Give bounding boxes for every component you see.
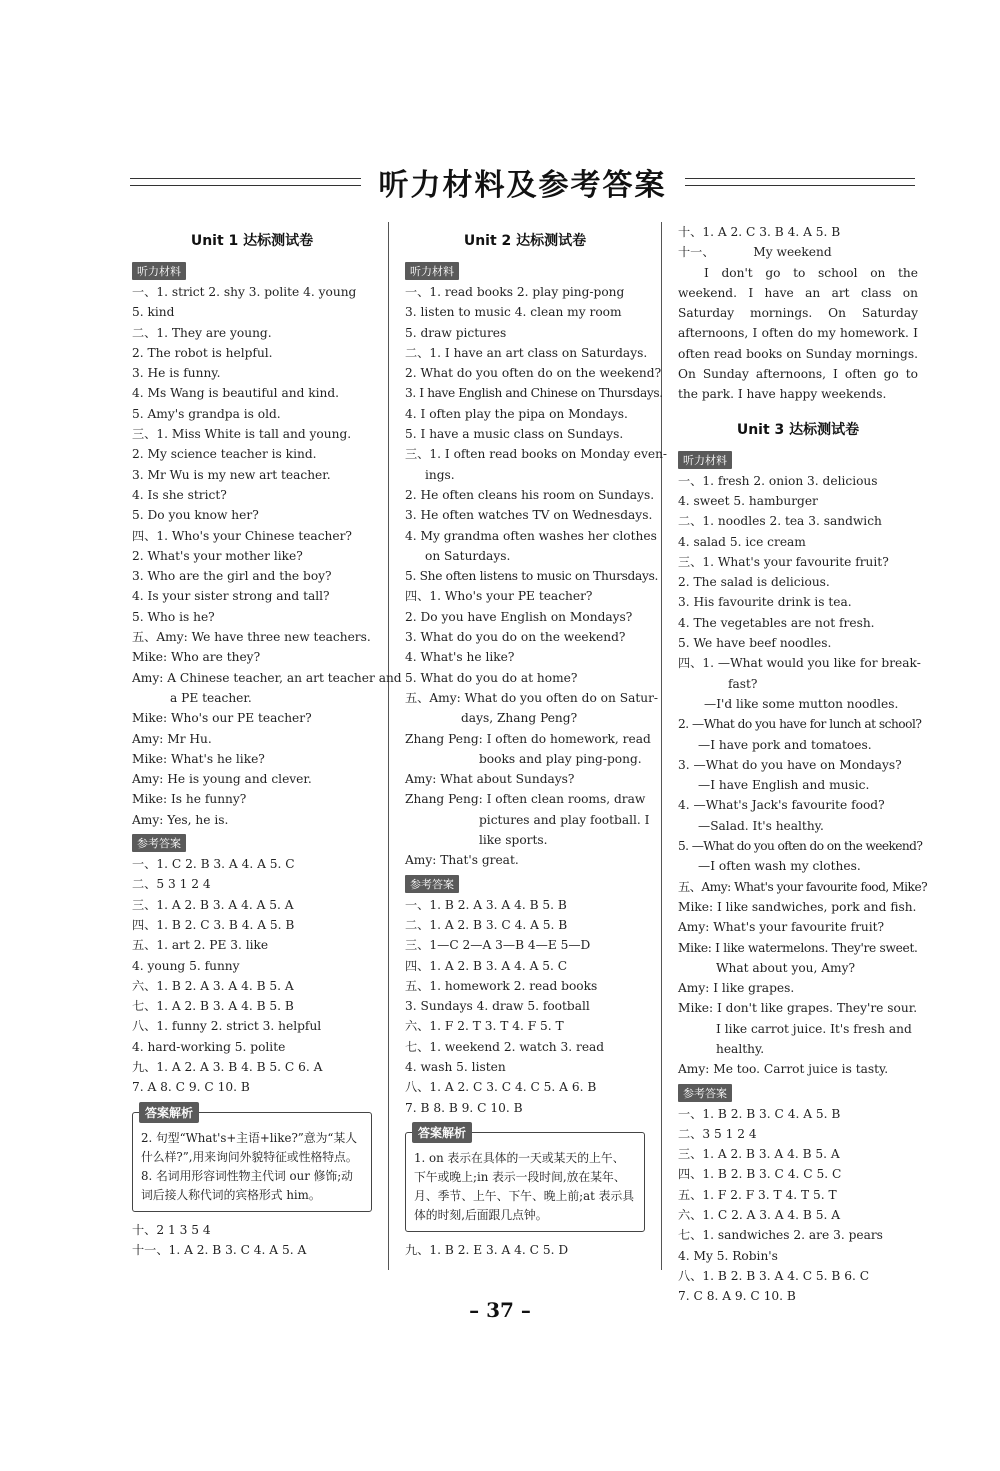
text-line: Zhang Peng: I often clean rooms, draw [405, 792, 646, 807]
answer-line: 3. Sundays 4. draw 5. football [405, 999, 590, 1014]
unit1-answers [132, 854, 372, 1098]
answers-tag: 参考答案 [678, 1084, 732, 1102]
unit3-answers [678, 1104, 918, 1307]
unit2-answers [405, 895, 645, 1118]
unit1-listening [132, 282, 402, 830]
answer-line: 九、1. B 2. E 3. A 4. C 5. D [405, 1242, 569, 1257]
answer-line: 九、1. A 2. A 3. B 4. B 5. C 6. A [132, 1059, 323, 1074]
answer-line: 四、1. A 2. B 3. A 4. A 5. C [405, 958, 568, 973]
text-line: —I'd like some mutton noodles. [704, 696, 899, 711]
title-rule-left [130, 178, 361, 186]
text-line: 5. draw pictures [405, 325, 507, 340]
text-line: 2. What's your mother like? [132, 548, 303, 563]
text-line: 4. Is she strict? [132, 487, 227, 502]
text-line: Amy: That's great. [405, 853, 519, 868]
text-line: pictures and play football. I [479, 812, 650, 827]
unit2-title: Unit 2 达标测试卷 [463, 233, 587, 249]
text-line: Amy: A Chinese teacher, an art teacher and [132, 670, 402, 685]
analysis-box [132, 1105, 372, 1212]
text-line: 4. sweet 5. hamburger [678, 493, 818, 508]
answer-line: 八、1. B 2. B 3. A 4. C 5. B 6. C [678, 1268, 870, 1283]
text-line: 3. —What do you have on Mondays? [678, 757, 902, 772]
text-line: Amy: What's your favourite fruit? [678, 920, 885, 935]
answer-line: 7. C 8. A 9. C 10. B [678, 1289, 796, 1304]
answer-line: 六、1. B 2. A 3. A 4. B 5. A [132, 978, 294, 993]
page-number: – 37 – [469, 1298, 531, 1322]
text-line: 5. —What do you often do on the weekend? [678, 839, 923, 854]
text-line: 5. Amy's grandpa is old. [132, 406, 281, 421]
answer-line: 一、1. B 2. A 3. A 4. B 5. B [405, 897, 567, 912]
text-line: 二、1. I have an art class on Saturdays. [405, 345, 648, 360]
answer-line: 二、3 5 1 2 4 [678, 1126, 757, 1141]
analysis-tag: 答案解析 [139, 1102, 199, 1123]
text-line: Amy: He is young and clever. [132, 772, 312, 787]
text-line: healthy. [716, 1041, 765, 1056]
listening-tag: 听力材料 [405, 262, 459, 280]
answer-line: 4. hard-working 5. polite [132, 1039, 286, 1054]
text-line: 2. The salad is delicious. [678, 575, 830, 590]
essay-paragraph: I don't go to school on the weekend. I have an art class on Saturday mornings. On Saturday afternoons, I often do my homework. I often read books on Sunday mornings. On Sunday afternoons, I often go to the park. I have happy weekends. [678, 265, 918, 402]
text-line: ings. [425, 467, 455, 482]
text-line: 三、1. Miss White is tall and young. [132, 427, 352, 442]
text-line: 5. We have beef noodles. [678, 636, 832, 651]
text-line: 二、1. noodles 2. tea 3. sandwich [678, 514, 882, 529]
essay-heading: 十一、 My weekend [678, 245, 832, 260]
answer-line: 4. My 5. Robin's [678, 1248, 778, 1263]
text-line: Amy: Me too. Carrot juice is tasty. [678, 1062, 889, 1077]
analysis-item: 2. 句型“What's+主语+like?”意为“某人什么样?”,用来询问外貌特征或性格特点。 [141, 1130, 358, 1164]
page-title: 听力材料及参考答案 [378, 168, 667, 203]
text-line: 2. —What do you have for lunch at school? [678, 717, 922, 732]
text-line: I like carrot juice. It's fresh and [716, 1021, 912, 1036]
text-line: on Saturdays. [425, 548, 511, 563]
analysis-item: 8. 名词用形容词性物主代词 our 修饰;动词后接人称代词的宾格形式 him。 [141, 1168, 353, 1202]
answer-line: 六、1. F 2. T 3. T 4. F 5. T [405, 1019, 564, 1034]
text-line: 五、Amy: What's your favourite food, Mike? [678, 879, 928, 894]
text-line: 三、1. What's your favourite fruit? [678, 554, 889, 569]
answer-line: 十、2 1 3 5 4 [132, 1222, 211, 1237]
unit3-title: Unit 3 达标测试卷 [736, 421, 860, 438]
answer-line: 四、1. B 2. B 3. C 4. C 5. C [678, 1167, 842, 1182]
text-line: 3. He is funny. [132, 366, 221, 381]
text-line: 2. He often cleans his room on Sundays. [405, 487, 655, 502]
text-line: 4. —What's Jack's favourite food? [678, 798, 885, 813]
answer-line: 五、1. homework 2. read books [405, 978, 598, 993]
text-line: —I have pork and tomatoes. [698, 737, 872, 752]
unit1-title: Unit 1 达标测试卷 [190, 233, 314, 249]
text-line: 5. Do you know her? [132, 508, 259, 523]
analysis-item: 1. on 表示在具体的一天或某天的上午、下午或晚上;in 表示一段时间,放在某年、月、季节、上午、下午、晚上前;at 表示具体的时刻,后面跟几点钟。 [414, 1150, 635, 1222]
text-line: 五、Amy: We have three new teachers. [132, 630, 371, 645]
answer-line: 五、1. F 2. F 3. T 4. T 5. T [678, 1187, 837, 1202]
text-line: 3. Who are the girl and the boy? [132, 569, 332, 584]
text-line: 一、1. strict 2. shy 3. polite 4. young [132, 285, 357, 299]
text-line: Mike: What's he like? [132, 751, 265, 766]
text-line: 四、1. Who's your Chinese teacher? [132, 528, 352, 543]
text-line: Amy: I like grapes. [678, 981, 795, 996]
text-line: 4. What's he like? [405, 650, 515, 665]
analysis-box [405, 1125, 645, 1232]
answer-line: 五、1. art 2. PE 3. like [132, 938, 269, 953]
text-line: 4. Is your sister strong and tall? [132, 589, 330, 604]
answer-line: 二、5 3 1 2 4 [132, 877, 211, 892]
answer-line: 一、1. C 2. B 3. A 4. A 5. C [132, 857, 295, 872]
answer-line: 二、1. A 2. B 3. C 4. A 5. B [405, 917, 568, 932]
answer-line: 三、1—C 2—A 3—B 4—E 5—D [405, 938, 591, 953]
text-line: Mike: I don't like grapes. They're sour. [678, 1001, 918, 1016]
text-line: 5. I have a music class on Sundays. [405, 427, 624, 442]
text-line: 4. My grandma often washes her clothes [405, 528, 657, 543]
text-line: Mike: Who are they? [132, 650, 261, 665]
text-line: 3. What do you do on the weekend? [405, 630, 626, 645]
answer-line: 六、1. C 2. A 3. A 4. B 5. A [678, 1208, 841, 1223]
answers-tag: 参考答案 [132, 834, 186, 852]
answer-line: 7. A 8. C 9. C 10. B [132, 1080, 250, 1095]
text-line: 3. listen to music 4. clean my room [405, 305, 622, 320]
column-divider [388, 222, 389, 1270]
text-line: Mike: I like sandwiches, pork and fish. [678, 899, 917, 914]
text-line: 5. Who is he? [132, 609, 215, 624]
title-rule-right [685, 178, 916, 186]
answer-line: 八、1. A 2. C 3. C 4. C 5. A 6. B [405, 1080, 597, 1095]
answer-line: 七、1. sandwiches 2. are 3. pears [678, 1228, 883, 1243]
answer-line: 十一、1. A 2. B 3. C 4. A 5. A [132, 1242, 307, 1257]
listening-tag: 听力材料 [678, 451, 732, 469]
text-line: Zhang Peng: I often do homework, read [405, 731, 651, 746]
text-line: 4. salad 5. ice cream [678, 534, 806, 549]
analysis-tag: 答案解析 [412, 1122, 472, 1143]
text-line: 3. His favourite drink is tea. [678, 595, 852, 610]
text-line: 一、1. read books 2. play ping-pong [405, 285, 625, 299]
answers-tag: 参考答案 [405, 875, 459, 893]
text-line: 二、1. They are young. [132, 325, 272, 340]
text-line: a PE teacher. [170, 690, 252, 705]
answer-line: 一、1. B 2. B 3. C 4. A 5. B [678, 1106, 841, 1121]
text-line: 2. Do you have English on Mondays? [405, 609, 633, 624]
answer-line: 三、1. A 2. B 3. A 4. A 5. A [132, 897, 294, 912]
answer-line: 4. young 5. funny [132, 958, 240, 973]
text-line: Amy: What about Sundays? [405, 772, 575, 787]
text-line: books and play ping-pong. [479, 751, 642, 766]
answer-line: 八、1. funny 2. strict 3. helpful [132, 1019, 322, 1034]
text-line: 2. The robot is helpful. [132, 345, 273, 360]
column-unit2 [405, 222, 668, 1260]
text-line: —I often wash my clothes. [698, 859, 861, 874]
text-line: fast? [728, 676, 758, 691]
text-line: 3. Mr Wu is my new art teacher. [132, 467, 331, 482]
text-line: Mike: Is he funny? [132, 792, 247, 807]
answer-line: 7. B 8. B 9. C 10. B [405, 1100, 523, 1115]
answer-line: 4. wash 5. listen [405, 1059, 506, 1074]
answer-line: 七、1. weekend 2. watch 3. read [405, 1039, 605, 1054]
answer-line: 七、1. A 2. B 3. A 4. B 5. B [132, 999, 294, 1014]
listening-tag: 听力材料 [132, 262, 186, 280]
text-line: 一、1. fresh 2. onion 3. delicious [678, 473, 878, 488]
text-line: 5. She often listens to music on Thursdays. [405, 569, 659, 584]
text-line: 2. What do you often do on the weekend? [405, 366, 662, 381]
text-line: What about you, Amy? [716, 960, 856, 975]
text-line: Mike: I like watermelons. They're sweet. [678, 940, 918, 955]
text-line: 4. The vegetables are not fresh. [678, 615, 875, 630]
text-line: 4. Ms Wang is beautiful and kind. [132, 386, 340, 401]
unit2-listening [405, 282, 668, 871]
text-line: 5. kind [132, 305, 175, 320]
text-line: days, Zhang Peng? [461, 711, 578, 726]
unit3-listening [678, 471, 928, 1080]
text-line: 四、1. Who's your PE teacher? [405, 589, 593, 604]
title-row [130, 160, 915, 204]
text-line: 5. What do you do at home? [405, 670, 578, 685]
answer-line: 十、1. A 2. C 3. B 4. A 5. B [678, 225, 841, 239]
text-line: —I have English and music. [698, 778, 870, 793]
text-line: —Salad. It's healthy. [698, 818, 824, 833]
text-line: 三、1. I often read books on Monday even- [405, 447, 668, 462]
text-line: Amy: Mr Hu. [132, 731, 212, 746]
text-line: 五、Amy: What do you often do on Satur- [405, 690, 659, 705]
text-line: 2. My science teacher is kind. [132, 447, 317, 462]
answer-line: 三、1. A 2. B 3. A 4. B 5. A [678, 1147, 840, 1162]
text-line: 四、1. —What would you like for break- [678, 656, 921, 671]
text-line: 3. He often watches TV on Wednesdays. [405, 508, 653, 523]
column-unit1 [132, 222, 402, 1260]
answer-line: 四、1. B 2. C 3. B 4. A 5. B [132, 917, 295, 932]
text-line: 3. I have English and Chinese on Thursdays. [405, 386, 663, 401]
column-divider [661, 222, 662, 1270]
text-line: like sports. [479, 833, 548, 848]
text-line: Amy: Yes, he is. [132, 812, 229, 827]
text-line: Mike: Who's our PE teacher? [132, 711, 312, 726]
column-unit3 [678, 222, 928, 1307]
text-line: 4. I often play the pipa on Mondays. [405, 406, 628, 421]
